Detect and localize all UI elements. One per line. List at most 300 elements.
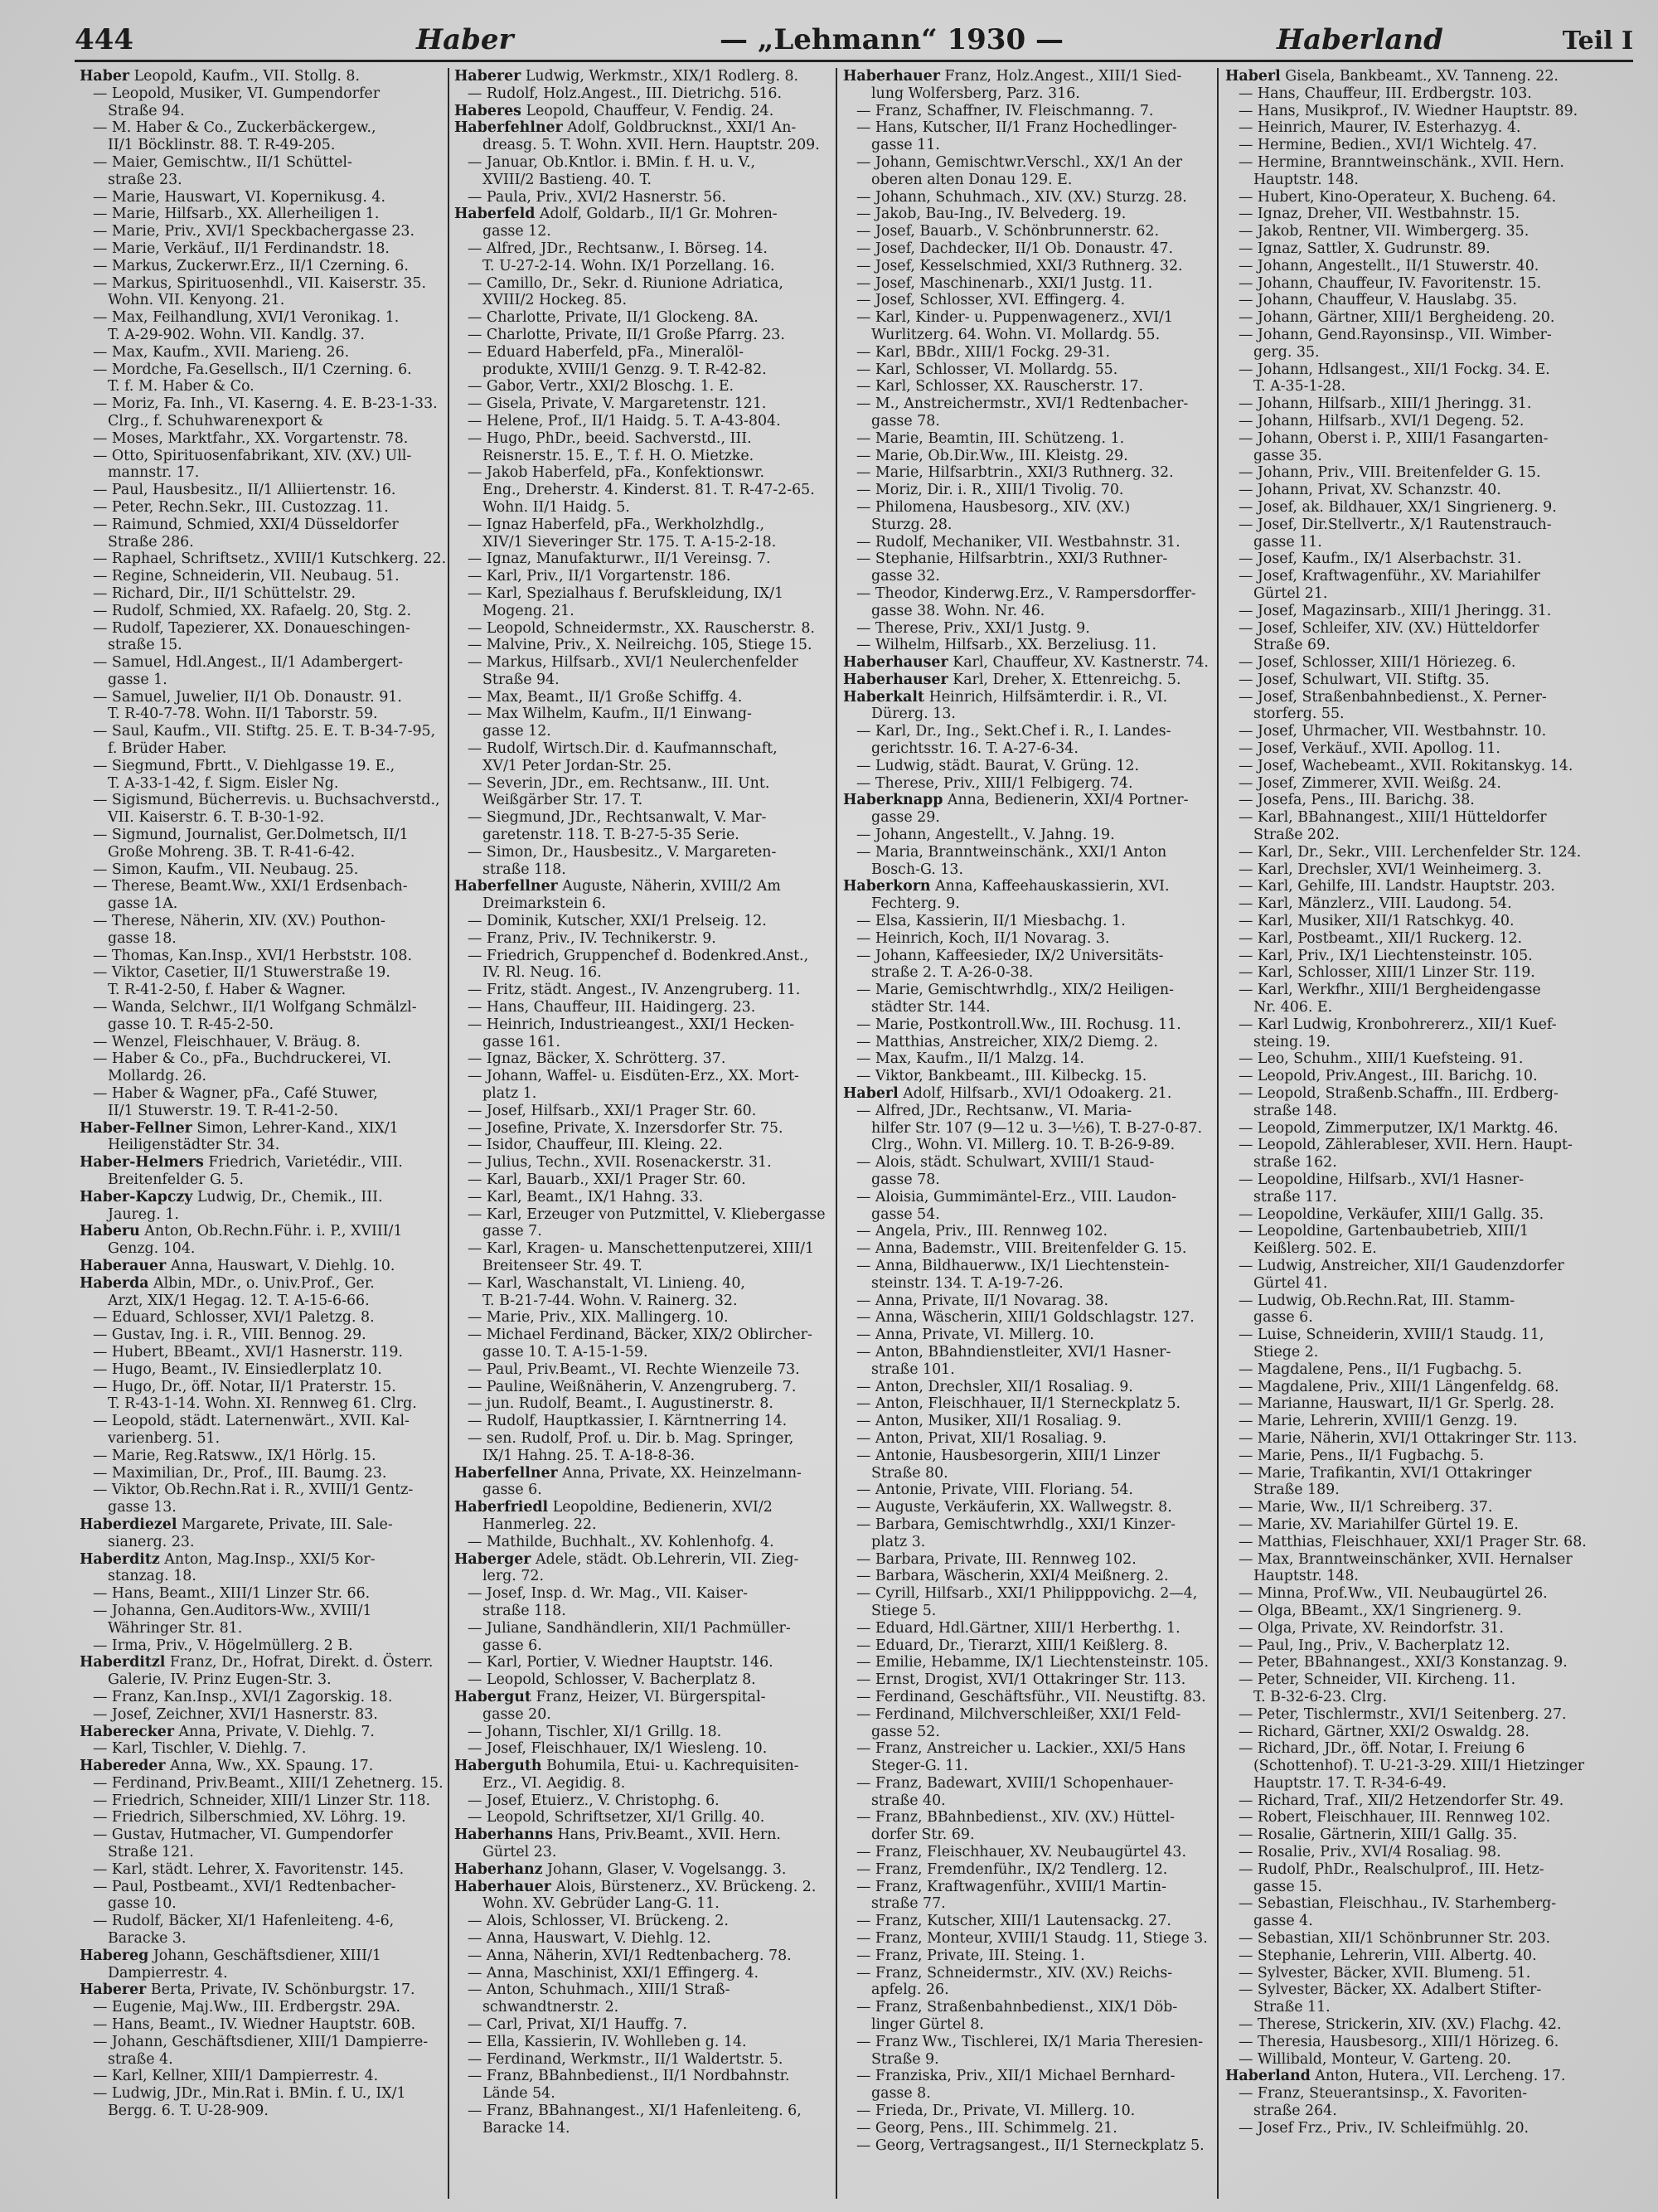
entry-line: gasse 8.	[871, 2085, 931, 2103]
entry-line: — Hubert, Kino-Operateur, X. Bucheng. 64.	[1239, 188, 1557, 206]
entry-line: steinstr. 134. T. A-19-7-26.	[871, 1274, 1064, 1292]
entry-line: gasse 10. T. A-15-1-59.	[482, 1343, 648, 1361]
entry-line: XIV/1 Sieveringer Str. 175. T. A-15-2-18.	[482, 533, 777, 551]
entry-heading-line: Haberes Leopold, Chauffeur, V. Fendig. 24.	[454, 102, 774, 119]
entry-line: — Johann, Gemischtwr.Verschl., XX/1 An der	[856, 153, 1183, 171]
entry-line: Gürtel 41.	[1253, 1274, 1328, 1292]
entry-line: — Karl, Schlosser, XX. Rauscherstr. 17.	[856, 378, 1144, 395]
entry-line: gasse 6.	[482, 1637, 542, 1654]
entry-line: — Johann, Waffel- u. Eisdüten-Erz., XX. Mort-	[468, 1068, 799, 1085]
entry-line: — Josef, Hilfsarb., XXI/1 Prager Str. 60.	[468, 1102, 757, 1119]
entry-line: — Franz, Steuerantsinsp., X. Favoriten-	[1239, 2085, 1528, 2103]
entry-line: (Schottenhof). T. U-21-3-29. XIII/1 Hietzinger	[1253, 1758, 1585, 1775]
entry-line: Wurlitzerg. 64. Wohn. VI. Mollardg. 55.	[871, 326, 1161, 343]
entry-line: — Stephanie, Lehrerin, VIII. Albertg. 40.	[1239, 1947, 1537, 1964]
entry-line: Fechterg. 9.	[871, 895, 960, 913]
entry-heading-line: Habereg Johann, Geschäftsdiener, XIII/1	[80, 1947, 381, 1964]
entry-line: gasse 12.	[482, 223, 551, 240]
publication-title: — „Lehmann“ 1930 —	[720, 23, 1064, 56]
entry-line: — Moses, Marktfahr., XX. Vorgartenstr. 78.	[93, 429, 409, 447]
entry-line: — Gabor, Vertr., XXI/2 Bloschg. 1. E.	[468, 378, 734, 395]
entry-line: — Leopold, städt. Laternenwärt., XVII. Kal-	[93, 1413, 410, 1430]
entry-line: gasse 54.	[871, 1205, 940, 1223]
entry-line: Heiligenstädter Str. 34.	[108, 1137, 280, 1154]
entry-line: — Josef, Schleifer, XIV. (XV.) Hütteldorfer	[1239, 619, 1539, 637]
entry-line: — Theodor, Kinderwg.Erz., V. Rampersdorffer-	[856, 585, 1196, 602]
entry-heading-line: Haberkorn Anna, Kaffeehauskassierin, XVI.	[843, 878, 1170, 895]
entry-line: — Johann, Gend.Rayonsinsp., VII. Wimber-	[1239, 326, 1552, 343]
part-label: Teil I	[1562, 27, 1633, 56]
entry-line: — Therese, Priv., XXI/1 Justg. 9.	[856, 619, 1090, 637]
entry-line: — jun. Rudolf, Beamt., I. Augustinerstr. 8.	[468, 1395, 773, 1413]
entry-line: garetenstr. 118. T. B-27-5-35 Serie.	[482, 827, 739, 844]
entry-heading-line: Haberdiezel Margarete, Private, III. Sale-	[80, 1516, 393, 1533]
entry-line: — Hans, Musikprof., IV. Wiedner Hauptstr. 89.	[1239, 102, 1578, 119]
entry-line: — Marie, Gemischtwrhdlg., XIX/2 Heiligen-	[856, 982, 1174, 999]
entry-line: — Josef, Magazinsarb., XIII/1 Jheringg. 31.	[1239, 602, 1552, 619]
entry-line: — Johann, Gärtner, XIII/1 Bergheideng. 20.	[1239, 309, 1555, 327]
entry-line: — Franz, BBahnangest., XI/1 Hafenleiteng. 6,	[468, 2103, 802, 2120]
entry-line: — Josef, Schlosser, XVI. Effingerg. 4.	[856, 292, 1126, 309]
entry-line: — Leopold, Priv.Angest., III. Barichg. 10.	[1239, 1068, 1538, 1085]
entry-line: gasse 11.	[871, 137, 940, 154]
header-rule	[75, 60, 1633, 62]
entry-line: gasse 52.	[871, 1723, 940, 1740]
entry-line: — Anton, BBahndienstleiter, XVI/1 Hasner-	[856, 1343, 1171, 1361]
entry-line: — Gustav, Hutmacher, VI. Gumpendorfer	[93, 1826, 393, 1844]
entry-line: — Leopold, Schneidermstr., XX. Rauscherstr. 8.	[468, 619, 815, 637]
entry-line: XVIII/2 Hockeg. 85.	[482, 292, 628, 309]
entry-line: Straße 94.	[482, 671, 560, 688]
entry-line: — Peter, Tischlermstr., XVI/1 Seitenberg. 27.	[1239, 1705, 1567, 1723]
entry-line: — Anna, Maschinist, XXI/1 Effingerg. 4.	[468, 1964, 759, 1982]
entry-line: — Josefine, Private, X. Inzersdorfer Str. 75.	[468, 1119, 783, 1137]
entry-line: — Fritz, städt. Angest., IV. Anzengruberg. 11.	[468, 982, 801, 999]
entry-line: — Marie, Priv., XIX. Mallingerg. 10.	[468, 1309, 729, 1327]
entry-line: gasse 18.	[108, 929, 177, 947]
entry-line: — Marie, Beamtin, III. Schützeng. 1.	[856, 429, 1125, 447]
entry-line: Clrg., f. Schuhwarenexport &	[108, 412, 324, 429]
entry-line: — Raphael, Schriftsetz., XVIII/1 Kutschkerg. 22.	[93, 551, 447, 568]
entry-line: — Rudolf, Mechaniker, VII. Westbahnstr. 31.	[856, 533, 1180, 551]
entry-line: straße 162.	[1253, 1154, 1337, 1171]
entry-heading-line: Haberfellner Anna, Private, XX. Heinzelmann-	[454, 1464, 802, 1482]
entry-line: — Viktor, Casetier, II/1 Stuwerstraße 19.	[93, 964, 390, 982]
entry-line: — Josef, Zimmerer, XVII. Weißg. 24.	[1239, 774, 1501, 792]
entry-line: — Wanda, Selchwr., II/1 Wolfgang Schmälzl-	[93, 999, 417, 1016]
entry-line: — Olga, BBeamt., XX/1 Singrienerg. 9.	[1239, 1602, 1522, 1619]
entry-line: — Philomena, Hausbesorg., XIV. (XV.)	[856, 498, 1131, 516]
entry-line: — Juliane, Sandhändlerin, XII/1 Pachmüller-	[468, 1619, 791, 1637]
entry-line: — Sylvester, Bäcker, XVII. Blumeng. 51.	[1239, 1964, 1531, 1982]
entry-heading-line: Haberer Ludwig, Werkmstr., XIX/1 Rodlerg. 8.	[454, 68, 799, 85]
entry-line: — Ferdinand, Geschäftsführ., VII. Neustiftg. 83.	[856, 1688, 1206, 1705]
entry-line: — Hubert, BBeamt., XVI/1 Hasnerstr. 119.	[93, 1343, 403, 1361]
entry-line: — Irma, Priv., V. Högelmüllerg. 2 B.	[93, 1637, 353, 1654]
entry-line: — Marie, Trafikantin, XVI/1 Ottakringer	[1239, 1464, 1532, 1482]
entry-line: Eng., Dreherstr. 4. Kinderst. 81. T. R-47-2-65.	[482, 482, 815, 499]
entry-heading-line: Haberland Anton, Hutera., VII. Lercheng. 17.	[1225, 2068, 1566, 2085]
entry-line: f. Brüder Haber.	[108, 740, 227, 758]
entry-line: — Michael Ferdinand, Bäcker, XIX/2 Oblircher-	[468, 1327, 812, 1344]
entry-heading-line: Haber-Fellner Simon, Lehrer-Kand., XIX/1	[80, 1119, 399, 1137]
entry-line: — Ludwig, Ob.Rechn.Rat, III. Stamm-	[1239, 1292, 1515, 1309]
entry-line: — Carl, Privat, XI/1 Hauffg. 7.	[468, 2016, 687, 2034]
entry-line: — Franz, Schneidermstr., XIV. (XV.) Reichs-	[856, 1964, 1173, 1982]
entry-heading-line: Haberknapp Anna, Bedienerin, XXI/4 Portner-	[843, 792, 1189, 809]
entry-line: — Leopold, Schriftsetzer, XI/1 Grillg. 40.	[468, 1809, 765, 1826]
entry-line: — Markus, Zuckerwr.Erz., II/1 Czerning. 6.	[93, 257, 409, 274]
entry-line: — Hans, Chauffeur, III. Erdbergstr. 103.	[1239, 85, 1532, 102]
entry-line: — Markus, Spirituosenhdl., VII. Kaiserstr. 35.	[93, 274, 426, 292]
entry-line: — Therese, Beamt.Ww., XXI/1 Erdsenbach-	[93, 878, 408, 895]
entry-line: lung Wolfersberg, Parz. 316.	[871, 85, 1080, 102]
entry-line: — Ella, Kassierin, IV. Wohlleben g. 14.	[468, 2033, 747, 2050]
entry-line: Wohn. II/1 Haidg. 5.	[482, 498, 630, 516]
entry-line: gasse 6.	[1253, 1309, 1313, 1327]
entry-line: Hauptstr. 148.	[1253, 1568, 1359, 1585]
entry-line: — Eduard, Hdl.Gärtner, XIII/1 Herberthg. 1.	[856, 1619, 1180, 1637]
entry-line: — Hermine, Bedien., XVI/1 Wichtelg. 47.	[1239, 137, 1538, 154]
entry-line: — Johann, Schuhmach., XIV. (XV.) Sturzg. 28.	[856, 188, 1187, 206]
entry-line: II/1 Böcklinstr. 88. T. R-49-205.	[108, 137, 336, 154]
entry-line: — Barbara, Gemischtwrhdlg., XXI/1 Kinzer-	[856, 1516, 1176, 1533]
entry-line: Gürtel 23.	[482, 1844, 557, 1861]
entry-line: — Peter, Rechn.Sekr., III. Custozzag. 11.	[93, 498, 389, 516]
entry-line: straße 77.	[871, 1895, 946, 1913]
directory-column-4	[1225, 68, 1603, 2199]
entry-line: — Sebastian, XII/1 Schönbrunner Str. 203.	[1239, 1930, 1551, 1948]
entry-line: — Januar, Ob.Kntlor. i. BMin. f. H. u. V.,	[468, 153, 756, 171]
entry-line: — Peter, BBahnangest., XXI/3 Konstanzag. 9.	[1239, 1654, 1568, 1671]
entry-line: — M., Anstreichermstr., XVI/1 Redtenbacher-	[856, 395, 1189, 413]
entry-line: gerichtsstr. 16. T. A-27-6-34.	[871, 740, 1079, 758]
entry-line: städter Str. 144.	[871, 999, 991, 1016]
entry-heading-line: Haberda Albin, MDr., o. Univ.Prof., Ger.	[80, 1274, 375, 1292]
entry-line: Dürerg. 13.	[871, 706, 956, 723]
entry-line: — Karl, BBdr., XIII/1 Fockg. 29-31.	[856, 343, 1111, 361]
entry-line: — Hugo, Beamt., IV. Einsiedlerplatz 10.	[93, 1361, 382, 1378]
entry-line: — Anna, Näherin, XVI/1 Redtenbacherg. 78.	[468, 1947, 792, 1964]
entry-line: steing. 19.	[1253, 1033, 1331, 1050]
entry-line: Dreimarkstein 6.	[482, 895, 606, 913]
entry-line: — Gisela, Private, V. Margaretenstr. 121.	[468, 395, 767, 413]
entry-line: — Haber & Co., pFa., Buchdruckerei, VI.	[93, 1050, 392, 1068]
entry-line: — Karl, Tischler, V. Diehlg. 7.	[93, 1740, 307, 1758]
entry-line: — Magdalene, Pens., II/1 Fugbachg. 5.	[1239, 1361, 1522, 1378]
entry-line: — Marianne, Hauswart, II/1 Gr. Sperlg. 28.	[1239, 1395, 1554, 1413]
entry-line: — Therese, Strickerin, XIV. (XV.) Flachg. 42.	[1239, 2016, 1562, 2034]
entry-line: — Sigmund, Journalist, Ger.Dolmetsch, II/1	[93, 827, 409, 844]
entry-line: gasse 29.	[871, 809, 940, 827]
entry-line: — Karl, Schlosser, VI. Mollardg. 55.	[856, 361, 1118, 378]
entry-line: — Otto, Spirituosenfabrikant, XIV. (XV.) Ull-	[93, 447, 412, 464]
entry-line: — Hugo, PhDr., beeid. Sachverstd., III.	[468, 429, 752, 447]
entry-line: — Hugo, Dr., öff. Notar, II/1 Praterstr. 15.	[93, 1378, 396, 1395]
entry-line: — Pauline, Weißnäherin, V. Anzengruberg. 7.	[468, 1378, 797, 1395]
entry-line: XVIII/2 Bastieng. 40. T.	[482, 171, 652, 188]
entry-heading-line: Haberhanz Johann, Glaser, V. Vogelsangg. 3.	[454, 1860, 787, 1878]
entry-line: — Franz, Kutscher, XIII/1 Lautensackg. 27.	[856, 1913, 1171, 1930]
entry-line: — Simon, Dr., Hausbesitz., V. Margareten-	[468, 843, 777, 861]
entry-line: Wohn. XV. Gebrüder Lang-G. 11.	[482, 1895, 720, 1913]
entry-line: — Rudolf, Tapezierer, XX. Donaueschingen-	[93, 619, 410, 637]
entry-line: — Josef, Etuierz., V. Christophg. 6.	[468, 1792, 720, 1809]
entry-heading-line: Haberhanns Hans, Priv.Beamt., XVII. Hern.	[454, 1826, 781, 1844]
entry-line: — Ferdinand, Werkmstr., II/1 Waldertstr. 5.	[468, 2050, 783, 2068]
entry-line: VII. Kaiserstr. 6. T. B-30-1-92.	[108, 809, 324, 827]
entry-line: — Josef, Bauarb., V. Schönbrunnerstr. 62.	[856, 223, 1159, 240]
entry-line: — Auguste, Verkäuferin, XX. Wallwegstr. 8.	[856, 1499, 1172, 1516]
entry-line: Baracke 3.	[108, 1930, 187, 1948]
entry-line: — Hans, Chauffeur, III. Haidingerg. 23.	[468, 999, 756, 1016]
entry-line: T. R-41-2-50, f. Haber & Wagner.	[108, 982, 347, 999]
entry-line: — Johann, Priv., VIII. Breitenfelder G. 15.	[1239, 464, 1541, 482]
entry-line: — Franz, Fremdenführ., IX/2 Tendlerg. 12.	[856, 1860, 1168, 1878]
entry-line: straße 15.	[108, 637, 182, 654]
entry-line: straße 40.	[871, 1792, 946, 1809]
entry-line: — Hans, Beamt., XIII/1 Linzer Str. 66.	[93, 1585, 371, 1603]
entry-line: — Karl, BBahnangest., XIII/1 Hütteldorfer	[1239, 809, 1547, 827]
entry-line: Reisnerstr. 15. E., T. f. H. O. Mietzke.	[482, 447, 754, 464]
entry-line: — Josef Frz., Priv., IV. Schleifmühlg. 20.	[1239, 2119, 1530, 2137]
entry-line: — Georg, Pens., III. Schimmelg. 21.	[856, 2119, 1117, 2137]
entry-line: — Maria, Branntweinschänk., XXI/1 Anton	[856, 843, 1167, 861]
entry-line: — Jakob Haberfeld, pFa., Konfektionswr.	[468, 464, 765, 482]
entry-line: — Karl, Kinder- u. Puppenwagenerz., XVI/1	[856, 309, 1173, 327]
entry-line: — Ignaz Haberfeld, pFa., Werkholzhdlg.,	[468, 516, 764, 533]
entry-line: — Cyrill, Hilfsarb., XXI/1 Philipppovichg. 2—4,	[856, 1585, 1198, 1603]
entry-line: T. A-29-902. Wohn. VII. Kandlg. 37.	[108, 326, 365, 343]
entry-line: — Eduard Haberfeld, pFa., Mineralöl-	[468, 343, 744, 361]
entry-line: gasse 161.	[482, 1033, 560, 1050]
entry-line: — Wilhelm, Hilfsarb., XX. Berzeliusg. 11.	[856, 637, 1157, 654]
entry-heading-line: Haberditz Anton, Mag.Insp., XXI/5 Kor-	[80, 1550, 376, 1568]
entry-line: — Johann, Angestellt., II/1 Stuwerstr. 40.	[1239, 257, 1539, 274]
entry-line: — Angela, Priv., III. Rennweg 102.	[856, 1223, 1108, 1240]
entry-line: gasse 32.	[871, 568, 940, 585]
entry-line: — Josef, Kesselschmied, XXI/3 Ruthnerg. 32.	[856, 257, 1183, 274]
entry-line: gasse 20.	[482, 1705, 551, 1723]
entry-line: storferg. 55.	[1253, 706, 1345, 723]
entry-line: straße 23.	[108, 171, 182, 188]
entry-line: Hauptstr. 148.	[1253, 171, 1359, 188]
entry-line: — Rudolf, Wirtsch.Dir. d. Kaufmannschaft,	[468, 740, 778, 758]
entry-line: Keißlerg. 502. E.	[1253, 1240, 1377, 1258]
entry-line: — Karl, Dr., Sekr., VIII. Lerchenfelder Str. 124.	[1239, 843, 1582, 861]
entry-line: Jaureg. 1.	[108, 1205, 179, 1223]
entry-line: — Johann, Chauffeur, V. Hauslabg. 35.	[1239, 292, 1517, 309]
entry-line: Genzg. 104.	[108, 1240, 196, 1258]
entry-line: — Karl, Erzeuger von Putzmittel, V. Kliebergasse	[468, 1205, 826, 1223]
entry-line: mannstr. 17.	[108, 464, 200, 482]
entry-line: — Hans, Kutscher, II/1 Franz Hochedlinger-	[856, 119, 1177, 137]
entry-line: — Therese, Priv., XIII/1 Felbigerg. 74.	[856, 774, 1133, 792]
entry-line: — Johann, Chauffeur, IV. Favoritenstr. 15.	[1239, 274, 1542, 292]
entry-line: — Ignaz, Dreher, VII. Westbahnstr. 15.	[1239, 206, 1520, 223]
entry-line: — Karl, Postbeamt., XII/1 Ruckerg. 12.	[1239, 929, 1523, 947]
entry-line: — Richard, Gärtner, XXI/2 Oswaldg. 28.	[1239, 1723, 1530, 1740]
entry-line: — Ludwig, JDr., Min.Rat i. BMin. f. U., IX/1	[93, 2085, 406, 2103]
entry-line: — Rudolf, PhDr., Realschulprof., III. Hetz-	[1239, 1860, 1544, 1878]
entry-line: — Barbara, Private, III. Rennweg 102.	[856, 1550, 1137, 1568]
entry-heading-line: Haberhauer Alois, Bürstenerz., XV. Brückeng. 2.	[454, 1878, 817, 1895]
entry-line: T. A-35-1-28.	[1253, 378, 1346, 395]
entry-line: gasse 12.	[482, 723, 551, 740]
entry-line: — Alfred, JDr., Rechtsanw., VI. Maria-	[856, 1102, 1132, 1119]
entry-line: Hauptstr. 17. T. R-34-6-49.	[1253, 1774, 1447, 1792]
entry-line: — Anna, Wäscherin, XIII/1 Goldschlagstr. 127.	[856, 1309, 1195, 1327]
entry-line: gasse 15.	[1253, 1878, 1322, 1895]
entry-line: — Severin, JDr., em. Rechtsanw., III. Unt.	[468, 774, 770, 792]
entry-line: II/1 Stuwerstr. 19. T. R-41-2-50.	[108, 1102, 339, 1119]
entry-line: — Maximilian, Dr., Prof., III. Baumg. 23.	[93, 1464, 387, 1482]
entry-line: — Anna, Private, II/1 Novarag. 38.	[856, 1292, 1109, 1309]
entry-line: — Josef, Fleischhauer, IX/1 Wiesleng. 10.	[468, 1740, 768, 1758]
entry-line: Wohn. VII. Kenyong. 21.	[108, 292, 285, 309]
entry-line: Mollardg. 26.	[108, 1068, 207, 1085]
entry-line: — Charlotte, Private, II/1 Glockeng. 8A.	[468, 309, 759, 327]
entry-line: — Marie, Hauswart, VI. Kopernikusg. 4.	[93, 188, 386, 206]
entry-line: produkte, XVIII/1 Genzg. 9. T. R-42-82.	[482, 361, 767, 378]
directory-column-2	[454, 68, 832, 2199]
entry-line: — Samuel, Hdl.Angest., II/1 Adambergert-	[93, 654, 403, 672]
entry-line: — Anna, Private, VI. Millerg. 10.	[856, 1327, 1094, 1344]
entry-line: gerg. 35.	[1253, 343, 1320, 361]
entry-line: — Johann, Hilfsarb., XVI/1 Degeng. 52.	[1239, 412, 1525, 429]
entry-line: — Paul, Hausbesitz., II/1 Alliiertenstr. 16.	[93, 482, 396, 499]
entry-line: — Wenzel, Fleischhauer, V. Bräug. 8.	[93, 1033, 361, 1050]
entry-line: — Franz Ww., Tischlerei, IX/1 Maria Theresien-	[856, 2033, 1204, 2050]
entry-line: — Anna, Bildhauerww., IX/1 Liechtenstein-	[856, 1257, 1170, 1274]
entry-line: — Franz, Fleischhauer, XV. Neubaugürtel 43.	[856, 1844, 1186, 1861]
entry-line: XV/1 Peter Jordan-Str. 25.	[482, 757, 672, 774]
entry-line: — Moriz, Fa. Inh., VI. Kaserng. 4. E. B-23-1-33.	[93, 395, 438, 413]
entry-line: — Richard, Dir., II/1 Schüttelstr. 29.	[93, 585, 356, 602]
entry-line: — Rosalie, Gärtnerin, XIII/1 Gallg. 35.	[1239, 1826, 1518, 1844]
entry-line: — Leo, Schuhm., XIII/1 Kuefsteing. 91.	[1239, 1050, 1524, 1068]
entry-line: — Marie, Hilfsarb., XX. Allerheiligen 1.	[93, 206, 380, 223]
page-number: 444	[75, 23, 133, 56]
entry-line: — Ernst, Drogist, XVI/1 Ottakringer Str. 113.	[856, 1671, 1186, 1689]
entry-line: — Marie, Ww., II/1 Schreiberg. 37.	[1239, 1499, 1493, 1516]
entry-line: — Marie, Postkontroll.Ww., III. Rochusg. 11.	[856, 1016, 1181, 1033]
entry-line: — Franziska, Priv., XII/1 Michael Bernhard-	[856, 2068, 1176, 2085]
entry-line: straße 118.	[482, 1602, 566, 1619]
entry-line: — Anton, Musiker, XII/1 Rosaliag. 9.	[856, 1413, 1122, 1430]
entry-line: — Moriz, Dir. i. R., XIII/1 Tivolig. 70.	[856, 482, 1124, 499]
entry-line: — Richard, JDr., öff. Notar, I. Freiung 6	[1239, 1740, 1525, 1758]
entry-line: — Johann, Oberst i. P., XIII/1 Fasangarten-	[1239, 429, 1549, 447]
entry-line: gasse 7.	[482, 1223, 542, 1240]
entry-line: — Karl, Schlosser, XIII/1 Linzer Str. 119.	[1239, 964, 1535, 982]
entry-line: — Anton, Fleischhauer, II/1 Sterneckplatz 5.	[856, 1395, 1181, 1413]
entry-line: — Karl, Drechsler, XVI/1 Weinheimerg. 3.	[1239, 861, 1542, 878]
entry-line: — Karl, Kellner, XIII/1 Dampierrestr. 4.	[93, 2068, 379, 2085]
entry-line: — Karl, Waschanstalt, VI. Linieng. 40,	[468, 1274, 745, 1292]
entry-line: T. B-21-7-44. Wohn. V. Rainerg. 32.	[482, 1292, 738, 1309]
entry-line: apfelg. 26.	[871, 1982, 949, 1999]
entry-line: — Karl, Priv., II/1 Vorgartenstr. 186.	[468, 568, 731, 585]
entry-line: — Max, Kaufm., II/1 Malzg. 14.	[856, 1050, 1084, 1068]
entry-line: platz 3.	[871, 1533, 926, 1550]
entry-line: — Josef, Dir.Stellvertr., X/1 Rautenstrauch-	[1239, 516, 1552, 533]
entry-line: — M. Haber & Co., Zuckerbäckergew.,	[93, 119, 376, 137]
entry-line: — Rudolf, Holz.Angest., III. Dietrichg. 516.	[468, 85, 782, 102]
entry-line: — Johann, Tischler, XI/1 Grillg. 18.	[468, 1723, 722, 1740]
entry-line: — Franz, Kraftwagenführ., XVIII/1 Martin-	[856, 1878, 1166, 1895]
entry-line: — Ignaz, Sattler, X. Gudrunstr. 89.	[1239, 240, 1491, 257]
entry-line: Straße 121.	[108, 1844, 194, 1861]
entry-line: — Leopold, Straßenb.Schaffn., III. Erdberg-	[1239, 1085, 1559, 1103]
entry-line: T. A-33-1-42, f. Sigm. Eisler Ng.	[108, 774, 339, 792]
entry-line: — Olga, Private, XV. Reindorfstr. 31.	[1239, 1619, 1504, 1637]
entry-line: Stiege 5.	[871, 1602, 937, 1619]
entry-line: — Karl, Spezialhaus f. Berufskleidung, IX/1	[468, 585, 784, 602]
entry-line: — Leopold, Schlosser, V. Bacherplatz 8.	[468, 1671, 756, 1689]
entry-line: — Viktor, Ob.Rechn.Rat i. R., XVIII/1 Gentz-	[93, 1482, 414, 1499]
entry-line: dorfer Str. 69.	[871, 1826, 975, 1844]
entry-line: oberen alten Donau 129. E.	[871, 171, 1073, 188]
entry-line: — Franz, Schaffner, IV. Fleischmanng. 7.	[856, 102, 1154, 119]
entry-line: — Viktor, Bankbeamt., III. Kilbeckg. 15.	[856, 1068, 1147, 1085]
entry-line: stanzag. 18.	[108, 1568, 196, 1585]
entry-line: gasse 11.	[1253, 533, 1322, 551]
entry-line: — Hans, Beamt., IV. Wiedner Hauptstr. 60B.	[93, 2016, 416, 2034]
entry-line: — Raimund, Schmied, XXI/4 Düsseldorfer	[93, 516, 399, 533]
entry-line: gasse 13.	[108, 1499, 177, 1516]
entry-line: — Heinrich, Koch, II/1 Novarag. 3.	[856, 929, 1110, 947]
entry-line: — Johann, Angestellt., V. Jahng. 19.	[856, 827, 1115, 844]
entry-line: — Leopoldine, Hilfsarb., XVI/1 Hasner-	[1239, 1171, 1525, 1188]
entry-line: — Josef, Uhrmacher, VII. Westbahnstr. 10.	[1239, 723, 1547, 740]
entry-line: dreasg. 5. T. Wohn. XVII. Hern. Hauptstr. 209.	[482, 137, 820, 154]
entry-line: straße 4.	[108, 2050, 173, 2068]
entry-heading-line: Haberer Berta, Private, IV. Schönburgstr. 17.	[80, 1982, 415, 1999]
entry-line: — Thomas, Kan.Insp., XVI/1 Herbststr. 108.	[93, 947, 412, 964]
entry-line: — Karl, Kragen- u. Manschettenputzerei, XIII/1	[468, 1240, 815, 1258]
entry-heading-line: Haberhauser Karl, Dreher, X. Ettenreichg. 5.	[843, 671, 1181, 688]
entry-heading-line: Haberu Anton, Ob.Rechn.Führ. i. P., XVIII/1	[80, 1223, 403, 1240]
entry-line: — Camillo, Dr., Sekr. d. Riunione Adriatica,	[468, 274, 783, 292]
entry-line: gasse 4.	[1253, 1913, 1313, 1930]
entry-heading-line: Haberl Adolf, Hilfsarb., XVI/1 Odoakerg. 21.	[843, 1085, 1172, 1103]
entry-heading-line: Haberfehlner Adolf, Goldbrucknst., XXI/1 An-	[454, 119, 797, 137]
entry-line: — Josef, Kraftwagenführ., XV. Mariahilfer	[1239, 568, 1540, 585]
entry-line: gasse 6.	[482, 1482, 542, 1499]
entry-line: — Leopoldine, Verkäufer, XIII/1 Gallg. 35.	[1239, 1205, 1544, 1223]
entry-line: — Marie, Hilfsarbtrin., XXI/3 Ruthnerg. 32.	[856, 464, 1174, 482]
entry-line: — Johann, Geschäftsdiener, XIII/1 Dampierre-	[93, 2033, 429, 2050]
entry-heading-line: Haberditzl Franz, Dr., Hofrat, Direkt. d. Österr.	[80, 1654, 434, 1671]
entry-line: — Franz, Private, III. Steing. 1.	[856, 1947, 1085, 1964]
entry-line: gasse 35.	[1253, 447, 1322, 464]
entry-line: Straße 189.	[1253, 1482, 1340, 1499]
entry-line: — Georg, Vertragsangest., II/1 Sterneckplatz 5.	[856, 2137, 1205, 2154]
entry-line: — Sylvester, Bäcker, XX. Adalbert Stifter-	[1239, 1982, 1542, 1999]
entry-line: straße 101.	[871, 1361, 955, 1378]
entry-line: — Josef, Kaufm., IX/1 Alserbachstr. 31.	[1239, 551, 1522, 568]
entry-line: — Ignaz, Bäcker, X. Schrötterg. 37.	[468, 1050, 726, 1068]
entry-line: — Karl, Musiker, XII/1 Ratschkyg. 40.	[1239, 913, 1515, 930]
entry-line: T. B-32-6-23. Clrg.	[1253, 1688, 1388, 1705]
entry-line: Lände 54.	[482, 2085, 555, 2103]
entry-line: Erz., VI. Aegidig. 8.	[482, 1774, 626, 1792]
entry-line: — Haber & Wagner, pFa., Café Stuwer,	[93, 1085, 378, 1103]
entry-line: — Antonie, Hausbesorgerin, XIII/1 Linzer	[856, 1447, 1161, 1464]
entry-line: — Josef, Insp. d. Wr. Mag., VII. Kaiser-	[468, 1585, 748, 1603]
entry-line: — Josef, Schulwart, VII. Stiftg. 35.	[1239, 671, 1490, 688]
